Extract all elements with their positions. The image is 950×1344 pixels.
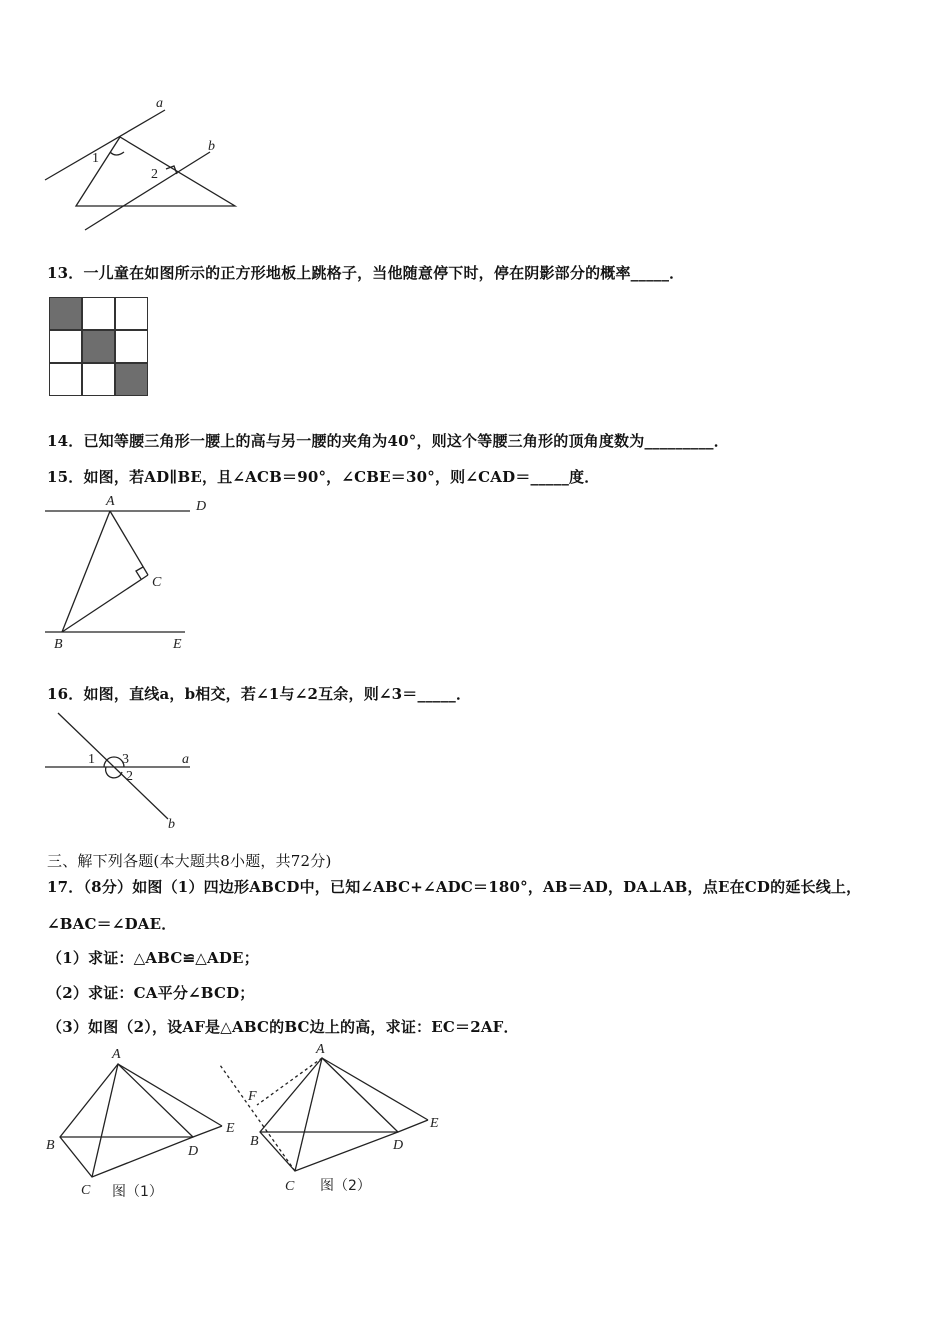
question-16: 16．如图，直线a，b相交，若∠1与∠2互余，则∠3＝_____． <box>47 685 472 703</box>
label-C: C <box>81 1183 91 1198</box>
angle-1-arc <box>110 152 124 155</box>
question-13: 13．一儿童在如图所示的正方形地板上跳格子，当他随意停下时，停在阴影部分的概率_____． <box>47 264 685 282</box>
figure-q17-2 <box>215 1040 450 1205</box>
line-b <box>85 152 210 230</box>
label-C: C <box>152 575 162 590</box>
label-b: b <box>168 817 175 832</box>
question-14: 14．已知等腰三角形一腰上的高与另一腰的夹角为40°，则这个等腰三角形的顶角度数为_________． <box>47 432 729 450</box>
figure-1-caption: 图（1） <box>112 1184 163 1200</box>
line-a <box>45 110 165 180</box>
question-17-part3: （3）如图（2），设AF是△ABC的BC边上的高，求证：EC＝2AF． <box>47 1018 519 1036</box>
label-C: C <box>285 1179 295 1194</box>
label-a: a <box>156 96 163 111</box>
figure-2-caption: 图（2） <box>320 1178 371 1194</box>
grid-cell-shaded <box>115 363 148 396</box>
label-D: D <box>196 499 207 514</box>
label-B: B <box>54 637 63 652</box>
angle-2-label: 2 <box>126 769 133 784</box>
label-E: E <box>226 1121 235 1136</box>
floor-grid <box>49 297 149 397</box>
segment-DE <box>398 1120 428 1132</box>
grid-cell-shaded <box>82 330 115 363</box>
figure-q15 <box>40 493 230 653</box>
label-b: b <box>208 139 215 154</box>
grid-cell <box>49 330 82 363</box>
angle-1-label: 1 <box>88 752 95 767</box>
angle-3-arc <box>104 757 124 767</box>
segment-AB <box>62 511 110 632</box>
label-F: F <box>248 1089 257 1104</box>
segment-AC <box>110 511 148 575</box>
segment-CB <box>62 575 148 632</box>
section-3-heading: 三、解下列各题(本大题共8小题，共72分) <box>47 852 332 870</box>
label-D: D <box>393 1138 404 1153</box>
figure-q16 <box>40 705 210 835</box>
label-a: a <box>182 752 189 767</box>
quadrilateral-ABCD <box>60 1064 193 1177</box>
label-D: D <box>188 1144 199 1159</box>
extension-CB <box>220 1065 295 1171</box>
angle-2-label: 2 <box>151 167 158 182</box>
label-B: B <box>250 1134 259 1149</box>
angle-3-label: 3 <box>122 752 129 767</box>
angle-2-mark <box>166 166 177 174</box>
right-angle-mark <box>136 567 143 579</box>
grid-cell <box>115 297 148 330</box>
grid-cell <box>82 297 115 330</box>
label-B: B <box>46 1138 55 1153</box>
line-b <box>58 713 168 819</box>
label-E: E <box>430 1116 439 1131</box>
label-A: A <box>112 1047 121 1062</box>
question-17-line2: ∠BAC＝∠DAE． <box>47 915 177 933</box>
question-17-part1: （1）求证：△ABC≌△ADE； <box>47 949 259 967</box>
segment-AE <box>322 1058 428 1120</box>
grid-cell <box>82 363 115 396</box>
segment-AE <box>118 1064 222 1126</box>
label-A: A <box>316 1042 325 1057</box>
grid-cell <box>115 330 148 363</box>
figure-parallel-lines-triangle <box>40 90 240 235</box>
quadrilateral-ABCD <box>260 1058 398 1171</box>
angle-1-label: 1 <box>92 151 99 166</box>
question-17-line1: 17．（8分）如图（1）四边形ABCD中，已知∠ABC+∠ADC＝180°，AB＝AD，DA⊥AB，点E在CD的延长线上， <box>47 878 862 896</box>
grid-cell <box>49 363 82 396</box>
label-A: A <box>106 494 115 509</box>
grid-cell-shaded <box>49 297 82 330</box>
question-17-part2: （2）求证：CA平分∠BCD； <box>47 984 255 1002</box>
label-E: E <box>173 637 182 652</box>
question-15: 15．如图，若AD∥BE，且∠ACB＝90°，∠CBE＝30°，则∠CAD＝_____度． <box>47 468 600 486</box>
